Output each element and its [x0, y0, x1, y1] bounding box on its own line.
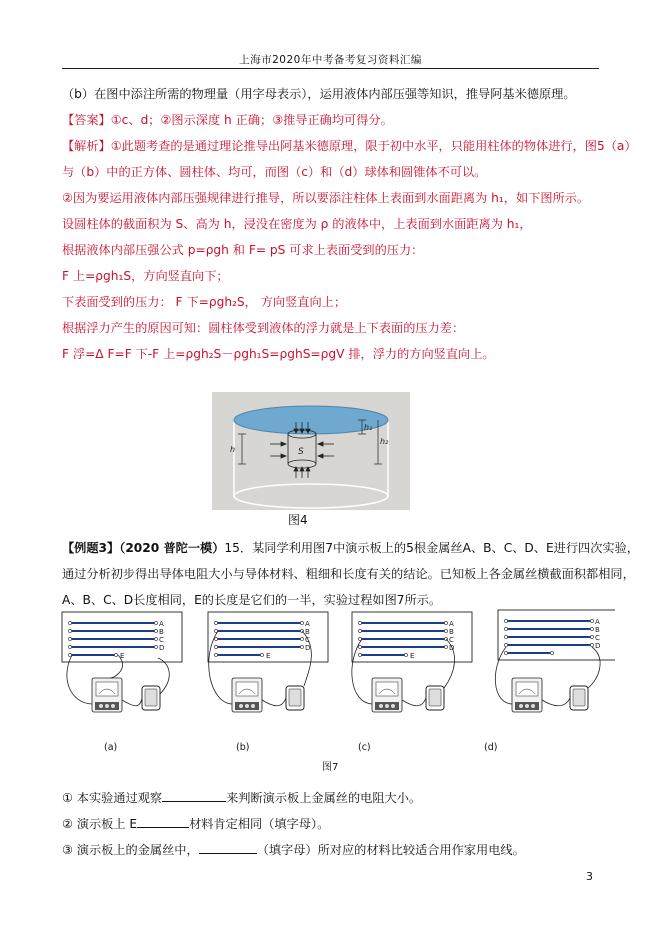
question-3-suffix: （填字母）所对应的材料比较适合用作家用电线。	[256, 843, 525, 857]
example-text-3: A、B、C、D长度相同，E的长度是它们的一半，实验过程如图7所示。	[62, 593, 442, 607]
page-header: 上海市2020年中考备考复习资料汇编	[239, 54, 422, 66]
wire-label-a: A	[595, 618, 600, 626]
figure-4-caption: 图4	[288, 513, 308, 527]
wire-label-b: B	[305, 628, 310, 636]
analysis-line-5: 根据液体内部压强公式 p=ρgh 和 F= pS 可求上表面受到的压力：	[62, 243, 424, 257]
wire-label-b: B	[159, 628, 164, 636]
answer-blank-3[interactable]	[199, 841, 257, 854]
wire-label-b: B	[595, 626, 600, 634]
formula-top-force: F 上=ρgh₁S，方向竖直向下；	[62, 269, 229, 283]
question-2-suffix: 材料肯定相同（填字母）。	[189, 817, 330, 831]
question-2	[62, 815, 329, 832]
setup-c	[352, 612, 472, 712]
answer-line: 【答案】①c、d；②图示深度 h 正确；③推导正确均可得分。	[62, 113, 393, 127]
question-3	[62, 841, 525, 858]
answer-blank-1[interactable]	[162, 789, 226, 802]
figure-7-experiment	[60, 608, 615, 750]
sub-label-c: (c)	[358, 742, 371, 753]
wire-label-b: B	[449, 628, 454, 636]
wire-label-c: C	[159, 636, 164, 644]
wire-label-a: A	[159, 620, 164, 628]
formula-bottom-force: 下表面受到的压力： F 下=ρgh₂S， 方向竖直向上；	[62, 295, 347, 309]
wire-label-d: D	[305, 644, 311, 652]
example-title: 【例题3】（2020 普陀一模）	[62, 541, 225, 555]
wire-label-c: C	[449, 636, 454, 644]
setup-b	[208, 612, 328, 712]
setup-a	[62, 612, 182, 712]
label-h2: h₂	[380, 437, 389, 446]
question-1	[62, 789, 421, 806]
sub-label-a: (a)	[104, 742, 118, 753]
label-S: S	[298, 447, 304, 457]
sub-label-b: (b)	[236, 742, 250, 753]
analysis-line-6: 根据浮力产生的原因可知：圆柱体受到液体的浮力就是上下表面的压力差：	[62, 321, 465, 335]
wire-label-d: D	[449, 644, 455, 652]
label-h1: h₁	[364, 423, 373, 432]
question-text-b: （b）在图中添注所需的物理量（用字母表示），运用液体内部压强等知识，推导阿基米德原理。	[62, 87, 576, 101]
wire-label-d: D	[159, 644, 165, 652]
answer-blank-2[interactable]	[137, 815, 189, 828]
wire-label-c: C	[595, 634, 600, 642]
page-number: 3	[586, 870, 593, 883]
formula-buoyancy: F 浮=Δ F=F 下-F 上=ρgh₂S－ρgh₁S=ρghS=ρgV 排，浮力的方向竖直向上。	[62, 347, 495, 361]
figure-4-cylinder-diagram	[212, 392, 410, 510]
analysis-line-1: 【解析】①此题考查的是通过理论推导出阿基米德原理，限于初中水平，只能用柱体的物体进行，图5（a）	[62, 139, 637, 153]
sub-label-d: (d)	[484, 742, 498, 753]
wire-label-e: E	[266, 652, 271, 660]
wire-label-a: A	[449, 620, 454, 628]
wire-label-e: E	[120, 652, 125, 660]
figure-7-caption: 图7	[322, 762, 339, 773]
analysis-line-4: 设圆柱体的截面积为 S、高为 h，浸没在密度为 ρ 的液体中，上表面到水面距离为 h₁，	[62, 217, 532, 231]
example-text-2: 通过分析初步得出导体电阻大小与导体材料、粗细和长度有关的结论。已知板上各金属丝横截面积都相同，	[62, 567, 635, 581]
wire-label-d: D	[595, 642, 601, 650]
header-divider	[62, 68, 599, 69]
analysis-line-2: 与（b）中的正方体、圆柱体、均可，而图（c）和（d）球体和圆锥体不可以。	[62, 165, 487, 179]
example-text-1: 15．某同学利用图7中演示板上的5根金属丝A、B、C、D、E进行四次实验，	[224, 541, 639, 555]
label-h: h	[230, 445, 236, 454]
wire-label-e: E	[410, 652, 415, 660]
question-1-prefix: ① 本实验通过观察	[62, 791, 163, 805]
question-1-suffix: 来判断演示板上金属丝的电阻大小。	[226, 791, 422, 805]
question-2-prefix: ② 演示板上 E	[62, 817, 138, 831]
wire-label-a: A	[305, 620, 310, 628]
question-3-prefix: ③ 演示板上的金属丝中，	[62, 843, 199, 857]
wire-label-c: C	[305, 636, 310, 644]
analysis-line-3: ②因为要运用液体内部压强规律进行推导，所以要添注柱体上表面到水面距离为 h₁，如下图所示。	[62, 191, 590, 205]
